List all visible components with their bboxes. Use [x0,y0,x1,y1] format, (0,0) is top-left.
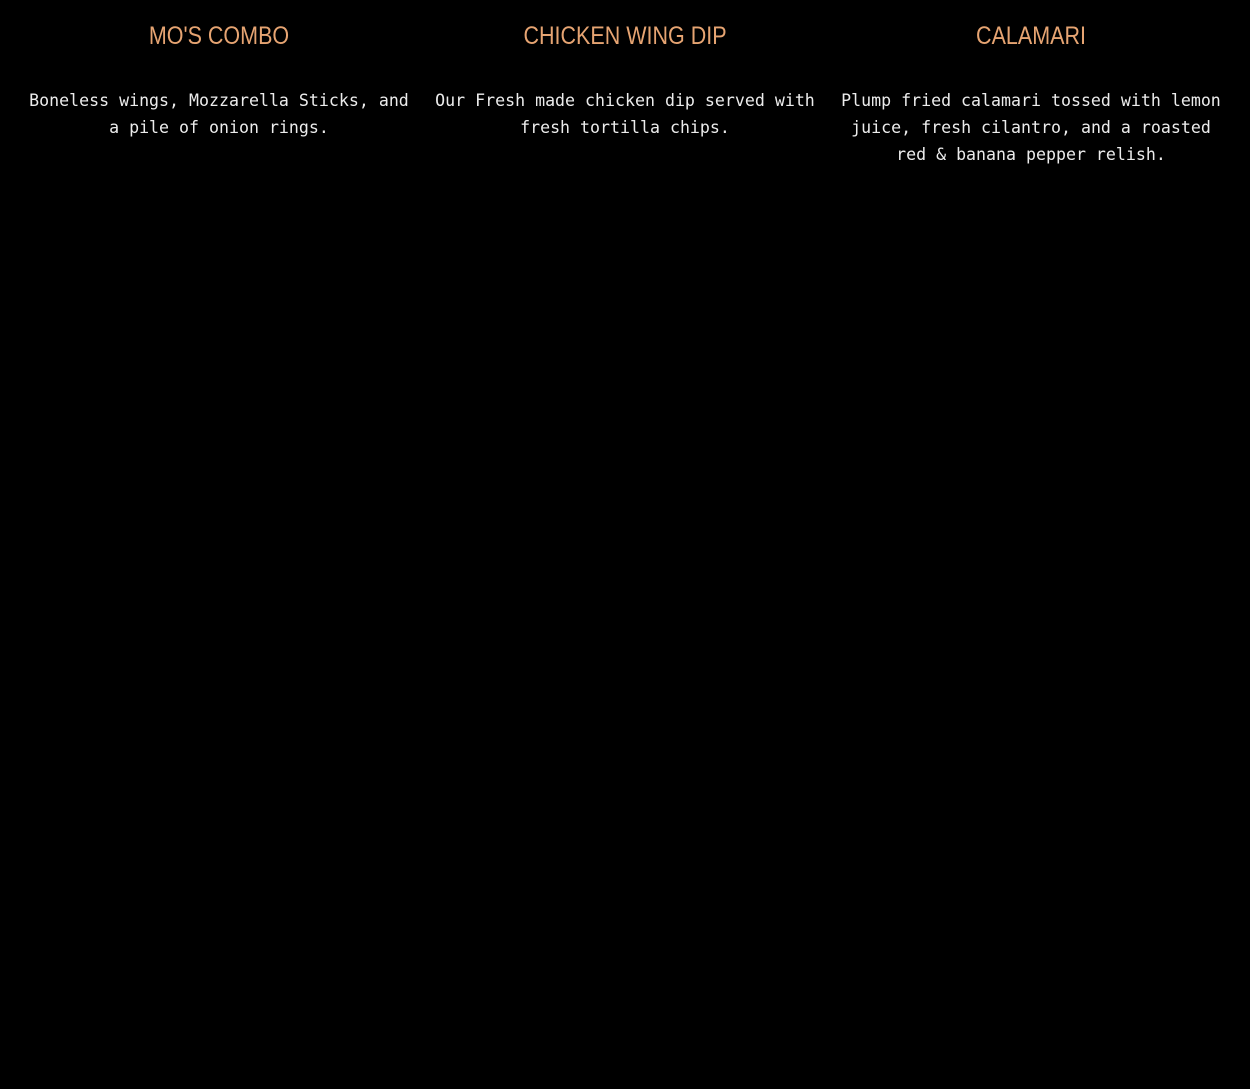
menu-item-title: MO'S COMBO [148,22,290,50]
menu-item-title: CALAMARI [976,22,1086,50]
menu-item-calamari [828,0,1234,168]
menu-item-title: CHICKEN WING DIP [523,22,727,50]
menu-item-description: Boneless wings, Mozzarella Sticks, and a pile of onion rings. [29,91,409,137]
menu-item-description: Our Fresh made chicken dip served with fresh tortilla chips. [435,91,815,137]
menu-row [0,0,1250,168]
menu-item-chicken-wing-dip [422,0,828,168]
menu-item-description: Plump fried calamari tossed with lemon juice, fresh cilantro, and a roasted red & banana pepper relish. [841,91,1221,164]
menu-item-mos-combo [16,0,422,168]
